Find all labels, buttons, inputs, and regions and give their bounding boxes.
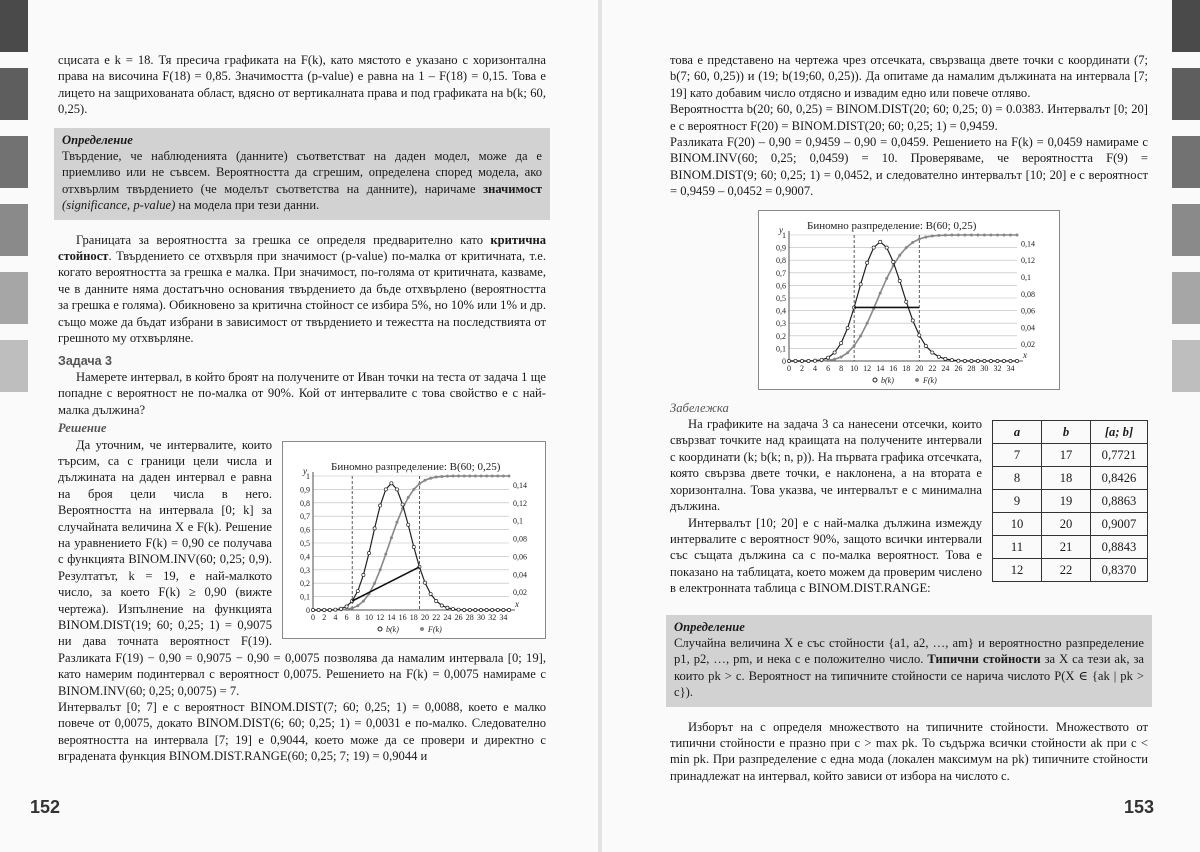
table-body: [993, 444, 1148, 582]
series-b-point: [1002, 359, 1005, 362]
series-b-point: [384, 487, 387, 490]
series-b-point: [440, 603, 443, 606]
series-b-point: [479, 608, 482, 611]
series-F-point: [457, 474, 460, 477]
definition-tail: на модела при тези данни.: [178, 198, 320, 213]
y-left-tick-label: 0,6: [300, 525, 310, 535]
x-tick-label: 16: [889, 363, 898, 373]
definition-box-typical: [666, 615, 1152, 707]
series-b-point: [362, 573, 365, 576]
page-number-right: 153: [1123, 797, 1154, 817]
table-cell: 0,9007: [1091, 513, 1148, 536]
table-row: [993, 467, 1148, 490]
series-b-point: [840, 341, 843, 344]
series-b-point: [463, 608, 466, 611]
interval-segment: [352, 566, 419, 600]
series-b-point: [1015, 359, 1018, 362]
series-F-point: [440, 474, 443, 477]
series-b-point: [970, 359, 973, 362]
series-F-point: [1002, 233, 1005, 236]
series-F-point: [937, 234, 940, 237]
definition-text: [62, 148, 542, 214]
chart-title: Биномно разпределение: B(60; 0,25): [807, 219, 977, 232]
series-b-point: [317, 608, 320, 611]
series-F-point: [496, 474, 499, 477]
definition-title: Определение: [62, 132, 133, 147]
x-tick-label: 10: [365, 612, 373, 622]
series-b-point: [794, 359, 797, 362]
table-row: [993, 513, 1148, 536]
x-tick-label: 2: [322, 612, 327, 622]
table-cell: 20: [1042, 513, 1091, 536]
y-left-tick-label: 0,6: [776, 281, 786, 291]
series-F-point: [463, 474, 466, 477]
solution-heading: Решение: [58, 421, 107, 436]
series-F-point: [924, 235, 927, 238]
series-b-point: [457, 608, 460, 611]
x-tick-label: 6: [826, 363, 831, 373]
definition-2-body: Случайна величина X е със стойности {a1, a2, …, am} и вероятностно разпределение p1, p2, …, pm, и нека c е положително число.: [674, 635, 1144, 667]
series-F-point: [905, 246, 908, 249]
table-cell: 17: [1042, 444, 1091, 467]
definition-body: Твърдение, че наблюденията (данните) съответстват на даден модел, може да е приемливо или не съвсем. Вероятността да сгрешим, определена според модела, ако отхвърлим твърдението (че моделът съответства на данните), наричаме: [62, 149, 542, 196]
series-F-point: [911, 241, 914, 244]
series-b-point: [356, 589, 359, 592]
series-b-point: [412, 545, 415, 548]
y-left-tick-label: 0,1: [776, 344, 786, 354]
interval-table-wrap: [992, 420, 1148, 582]
series-F-point: [931, 234, 934, 237]
y-left-tick-label: 0,9: [776, 243, 786, 253]
x-tick-label: 22: [432, 612, 441, 622]
y-right-tick-label: 0,14: [513, 480, 527, 490]
x-tick-label: 22: [928, 363, 937, 373]
x-tick-label: 24: [443, 612, 452, 622]
series-b-point: [950, 358, 953, 361]
y-left-tick-label: 0,8: [300, 498, 310, 508]
legend-b-label: b(k): [386, 624, 399, 634]
y-left-tick-label: 0,5: [300, 538, 310, 548]
legend-F-marker: [915, 378, 919, 382]
series-F-point: [418, 482, 421, 485]
series-F-point: [963, 233, 966, 236]
x-axis-label: x: [1023, 349, 1027, 360]
y-left-tick-label: 0,3: [776, 318, 786, 328]
y-left-tick-label: 0,3: [300, 565, 310, 575]
y-axis-label: y: [303, 465, 307, 476]
table-cell: 11: [993, 536, 1042, 559]
series-F-point: [491, 474, 494, 477]
series-b-point: [989, 359, 992, 362]
right-para-2: Вероятността b(20; 60, 0,25) = BINOM.DIST(20; 60; 0,25; 0) = 0.0383. Интервалът [0; 20] е с вероятност F(20) = BINOM.DIST(20; 60; 0,25; 1) = 0,9459.: [670, 102, 1148, 133]
series-F-point: [384, 552, 387, 555]
series-b-point: [996, 359, 999, 362]
series-F-point: [846, 351, 849, 354]
series-b-point: [429, 592, 432, 595]
y-right-tick-label: 0,08: [1021, 289, 1035, 299]
x-tick-label: 4: [333, 612, 338, 622]
table-header: a: [993, 421, 1042, 444]
series-F-point: [970, 233, 973, 236]
y-right-tick-label: 0,12: [1021, 255, 1035, 265]
series-F-point: [435, 475, 438, 478]
legend-b-marker: [378, 627, 382, 631]
table-cell: 9: [993, 490, 1042, 513]
x-tick-label: 10: [850, 363, 859, 373]
legend-F-label: F(k): [428, 624, 442, 634]
series-F-point: [983, 233, 986, 236]
x-tick-label: 4: [813, 363, 818, 373]
x-tick-label: 8: [839, 363, 844, 373]
x-tick-label: 14: [876, 363, 885, 373]
series-b-point: [367, 551, 370, 554]
series-b-point: [323, 608, 326, 611]
left-para-2: [58, 232, 546, 347]
chart-2: [758, 210, 1060, 390]
y-left-tick-label: 0,8: [776, 255, 786, 265]
series-F-point: [424, 478, 427, 481]
x-tick-label: 26: [454, 612, 463, 622]
table-header-row: [993, 421, 1148, 444]
x-tick-label: 26: [954, 363, 963, 373]
x-tick-label: 32: [488, 612, 497, 622]
series-F-point: [474, 474, 477, 477]
note-heading: Забележка: [670, 400, 729, 415]
chart-title: Биномно разпределение: B(60; 0,25): [331, 460, 501, 473]
series-F-point: [412, 487, 415, 490]
series-b-point: [491, 608, 494, 611]
y-right-tick-label: 0,04: [1021, 323, 1035, 333]
series-F-point: [407, 496, 410, 499]
series-F-point: [879, 291, 882, 294]
table-cell: 8: [993, 467, 1042, 490]
x-tick-label: 30: [477, 612, 485, 622]
series-F-point: [853, 344, 856, 347]
series-b-point: [924, 344, 927, 347]
y-left-tick-label: 0,9: [300, 484, 310, 494]
left-margin-tabs: [0, 0, 28, 408]
right-margin-tabs: [1172, 0, 1200, 408]
series-b-line: [789, 242, 1017, 361]
x-tick-label: 6: [344, 612, 349, 622]
x-axis-label: x: [515, 598, 519, 609]
interval-probability-table: [992, 420, 1148, 582]
para2-rest: . Твърдението се отхвърля при значимост (p-value) по-малка от критичната, т.е. когато вероятността за грешка е малка. При значимост, по-голяма от критичната, казваме, че в данните няма достатъчно основания твърдението да бъде отхвърлено (вероятността за грешка е голяма). Обикновено за критична стойност се избира 5%, но 10% или 1% и др. също може да бъдат избрани в зависимост от твърдението и тежестта на последствията от грешното му отхвърляне.: [58, 249, 546, 346]
series-F-point: [379, 568, 382, 571]
note-block: [670, 416, 1148, 596]
series-b-point: [407, 523, 410, 526]
series-b-point: [345, 604, 348, 607]
x-tick-label: 8: [355, 612, 360, 622]
table-row: [993, 490, 1148, 513]
series-b-point: [918, 333, 921, 336]
x-tick-label: 32: [993, 363, 1002, 373]
table-row: [993, 536, 1148, 559]
note-text-2: Интервалът [10; 20] е с най-малка дължина измежду интервалите с вероятност 90%, защото всички интервали със същата дължина са с по-малка вероятност. Това е показано на таблицата, което можем да проверим числено в електронната таблица с BINOM.DIST.RANGE:: [670, 515, 982, 596]
table-cell: 0,8843: [1091, 536, 1148, 559]
series-F-point: [950, 233, 953, 236]
series-b-point: [379, 503, 382, 506]
page-number-left: 152: [30, 797, 61, 817]
table-header: [a; b]: [1091, 421, 1148, 444]
solution-text: Да уточним, че интервалите, които търсим, са с граници цели числа и дължината на даден интервал е равна на броя цели числа в него. Вероятността на интервала [0; k] за случайната величина X е F(k). Решение на уравнението F(k) = 0,90 се получава с функцията BINOM.INV(60; 0,25; 0,9). Резултатът, k = 19, е най-малкото число, за което F(k) ≥ 0,90 (вижте чертежа). Изпълнение на функцията BINOM.DIST(19; 60; 0,25; 1) = 0,9075 ни дава точната вероятност F(19). Разликата F(19) − 0,90 = 0,9075 − 0,90 = 0,0075 позволява да намалим интервала [0; 19], като намерим подинтервал с вероятност 0,0075. Решението на F(k) = 0,0075 намираме с BINOM.INV(60; 0,25; 0,0075) = 7.: [58, 437, 546, 698]
series-F-point: [1009, 233, 1012, 236]
series-F-point: [866, 321, 869, 324]
y-right-tick-label: 0,02: [513, 587, 527, 597]
series-b-point: [390, 481, 393, 484]
series-b-point: [507, 608, 510, 611]
y-left-tick-label: 0,4: [776, 306, 786, 316]
table-cell: 19: [1042, 490, 1091, 513]
series-b-point: [872, 246, 875, 249]
task-text: Намерете интервал, в който броят на получените от Иван точки на теста от задача 1 ще попадне с вероятност не по-малка от 90%. Кой от интервалите с това свойство е с най-малка дължина?: [58, 369, 546, 417]
note-text: На графиките на задача 3 са нанесени отсечки, които свързват точките над краищата на получените интервали с координати (k; b(k; n, p)). На първата графика отсечката, която свързва двете точки, е наклонена, а на втората е хоризонтална. Това указва, че интервалът е с минимална дължина.: [670, 417, 982, 514]
series-b-point: [892, 260, 895, 263]
x-tick-label: 18: [902, 363, 911, 373]
y-left-tick-label: 0,2: [776, 331, 786, 341]
series-b-point: [957, 359, 960, 362]
series-b-point: [807, 359, 810, 362]
right-para-3: Разликата F(20) – 0,90 = 0,9459 – 0,90 = 0,0459. Решението на F(k) = 0,0459 намираме с BINOM.INV(60; 0,25; 0,0459) = 10. Проверяваме, че вероятността F(9) = BINOM.DIST(9; 60; 0,25; 1) = 0,0452, и следователно интервалът [10; 20] е с вероятност = 0,9459 – 0,0452 = 0,9007.: [670, 135, 1148, 199]
definition-title-2: Определение: [674, 619, 745, 634]
table-cell: 18: [1042, 467, 1091, 490]
y-right-tick-label: 0,06: [513, 551, 527, 561]
table-cell: 22: [1042, 559, 1091, 582]
table-cell: 7: [993, 444, 1042, 467]
y-right-tick-label: 0,12: [513, 498, 527, 508]
x-tick-label: 28: [967, 363, 976, 373]
y-left-tick-label: 0: [306, 605, 310, 615]
x-tick-label: 0: [311, 612, 315, 622]
series-F-point: [859, 334, 862, 337]
legend-b-label: b(k): [881, 375, 894, 385]
series-F-point: [396, 520, 399, 523]
definition-2-tail: за X са тези ak, за които pk > c. Вероятност на типичните стойности се нарича числото P(X ∈ {ak | pk > c}).: [674, 652, 1145, 700]
series-F-point: [840, 355, 843, 358]
left-final-para: Интервалът [0; 7] е с вероятност BINOM.DIST(7; 60; 0,25; 1) = 0,0088, което е малко повече от 0,0075, докато BINOM.DIST(6; 60; 0,25; 1) = 0,0031 е по-малко. Следователно вероятността на интервала [7; 19] е 0,9044, което може да се провери и директно с вградената функция BINOM.DIST.RANGE(60; 0,25; 7; 19) = 0,9044 и: [58, 700, 546, 764]
series-b-point: [885, 246, 888, 249]
series-F-point: [429, 476, 432, 479]
y-left-tick-label: 0,1: [300, 592, 310, 602]
series-b-point: [846, 326, 849, 329]
table-row: [993, 444, 1148, 467]
y-left-tick-label: 0,7: [776, 268, 786, 278]
x-tick-label: 34: [499, 612, 508, 622]
series-b-point: [879, 240, 882, 243]
series-b-point: [963, 359, 966, 362]
x-tick-label: 0: [787, 363, 791, 373]
table-header: b: [1042, 421, 1091, 444]
y-right-tick-label: 0,02: [1021, 339, 1035, 349]
x-tick-label: 2: [800, 363, 805, 373]
definition-text-2: [674, 635, 1144, 701]
series-b-point: [401, 502, 404, 505]
series-b-point: [944, 357, 947, 360]
series-F-point: [898, 253, 901, 256]
series-F-point: [976, 233, 979, 236]
series-b-point: [976, 359, 979, 362]
series-F-point: [356, 604, 359, 607]
definition-box-significance: [54, 128, 550, 220]
series-b-point: [496, 608, 499, 611]
y-right-tick-label: 0,1: [513, 516, 523, 526]
x-tick-label: 30: [980, 363, 989, 373]
series-F-point: [996, 233, 999, 236]
x-tick-label: 12: [376, 612, 385, 622]
task-heading: Задача 3: [58, 353, 112, 368]
series-b-point: [905, 300, 908, 303]
series-b-point: [983, 359, 986, 362]
series-F-point: [480, 474, 483, 477]
y-left-tick-label: 0: [782, 356, 786, 366]
definition-term: значимост: [483, 181, 543, 196]
series-b-point: [468, 608, 471, 611]
y-right-tick-label: 0,1: [1021, 272, 1031, 282]
series-F-point: [452, 474, 455, 477]
y-right-tick-label: 0,08: [513, 534, 527, 544]
series-b-point: [311, 608, 314, 611]
series-b-point: [334, 608, 337, 611]
left-page-content: [58, 52, 546, 765]
series-F-point: [485, 474, 488, 477]
right-para-1: това е представено на чертежа чрез отсечката, свързваща двете точки с координати (7; b(7; 60, 0,25)) и (19; b(19;60, 0,25)). Да опитаме да намалим дължината на интервала [7; 19] като добавим число отдясно и извадим едно или повече отляво.: [670, 53, 1148, 100]
series-F-point: [390, 536, 393, 539]
left-page: [0, 0, 598, 852]
right-page-content: [670, 52, 1148, 784]
y-axis-label: y: [779, 224, 783, 235]
x-tick-label: 16: [398, 612, 407, 622]
left-para-1: сцисата е k = 18. Тя пресича графиката на F(k), като мястото е указано с хоризонтална права на височина F(18) = 0,85. Значимостта (p-value) е равна на 1 – F(18) = 0,15. Това е лицето на защрихованата област, вдясно от вертикалната права и под графиката на b(k; 60, 0,25).: [58, 53, 546, 117]
x-tick-label: 12: [863, 363, 872, 373]
series-b-point: [898, 279, 901, 282]
series-b-point: [451, 607, 454, 610]
series-b-point: [502, 608, 505, 611]
series-b-point: [826, 356, 829, 359]
legend-F-marker: [420, 627, 424, 631]
series-F-point: [362, 599, 365, 602]
series-b-point: [328, 608, 331, 611]
series-b-point: [813, 359, 816, 362]
legend-b-marker: [873, 378, 877, 382]
y-left-tick-label: 0,2: [300, 578, 310, 588]
series-F-point: [1016, 233, 1019, 236]
y-right-tick-label: 0,04: [513, 569, 527, 579]
series-F-point: [446, 474, 449, 477]
series-b-point: [1009, 359, 1012, 362]
series-b-line: [313, 483, 509, 610]
series-F-point: [957, 233, 960, 236]
series-b-point: [373, 526, 376, 529]
y-left-tick-label: 1: [782, 230, 786, 240]
table-row: [993, 559, 1148, 582]
y-left-tick-label: 0,4: [300, 551, 310, 561]
table-cell: 0,8370: [1091, 559, 1148, 582]
series-b-point: [435, 599, 438, 602]
y-right-tick-label: 0,14: [1021, 239, 1035, 249]
y-left-tick-label: 0,5: [776, 293, 786, 303]
series-b-point: [820, 358, 823, 361]
series-b-point: [833, 351, 836, 354]
series-b-point: [937, 355, 940, 358]
series-F-point: [468, 474, 471, 477]
chart-1-svg: [283, 442, 545, 638]
closing-para: Изборът на c определя множеството на типичните стойности. Множеството от типични стойности е празно при c > max pk. То съдържа всички стойности ak при c < min pk. При разпределение с една мода (локален максимум на pk) типичните стойности принадлежат на интервал, който зависи от избора на числото c.: [670, 719, 1148, 783]
chart-1: [282, 441, 546, 639]
series-F-point: [373, 581, 376, 584]
table-cell: 0,8426: [1091, 467, 1148, 490]
series-b-point: [800, 359, 803, 362]
legend-F-label: F(k): [923, 375, 937, 385]
para2-start: Границата за вероятността за грешка се определя предварително като: [76, 232, 483, 247]
table-cell: 21: [1042, 536, 1091, 559]
definition-2-term: Типични стойности: [927, 652, 1041, 667]
solution-block: [58, 437, 546, 700]
series-b-point: [474, 608, 477, 611]
x-tick-label: 34: [1006, 363, 1015, 373]
series-b-point: [866, 261, 869, 264]
critical-value-term: критична стойност: [58, 232, 547, 264]
series-b-point: [485, 608, 488, 611]
table-cell: 0,7721: [1091, 444, 1148, 467]
table-cell: 12: [993, 559, 1042, 582]
series-b-point: [423, 581, 426, 584]
series-F-point: [885, 277, 888, 280]
series-b-point: [446, 606, 449, 609]
x-tick-label: 20: [421, 612, 429, 622]
series-F-point: [944, 233, 947, 236]
series-F-point: [351, 606, 354, 609]
series-F-point: [508, 474, 511, 477]
series-b-point: [339, 607, 342, 610]
series-b-point: [931, 351, 934, 354]
definition-term-en: (significance, p-value): [62, 198, 176, 213]
x-tick-label: 24: [941, 363, 950, 373]
x-tick-label: 20: [915, 363, 924, 373]
series-b-point: [787, 359, 790, 362]
x-tick-label: 28: [465, 612, 474, 622]
series-b-point: [859, 282, 862, 285]
y-left-tick-label: 1: [306, 471, 310, 481]
x-tick-label: 18: [409, 612, 418, 622]
series-F-point: [918, 237, 921, 240]
series-b-point: [395, 487, 398, 490]
y-right-tick-label: 0,06: [1021, 306, 1035, 316]
table-cell: 0,8863: [1091, 490, 1148, 513]
x-tick-label: 14: [387, 612, 396, 622]
y-left-tick-label: 0,7: [300, 511, 310, 521]
series-F-point: [502, 474, 505, 477]
series-b-point: [911, 319, 914, 322]
series-F-point: [989, 233, 992, 236]
chart-2-svg: [759, 211, 1059, 389]
series-F-point: [833, 357, 836, 360]
table-cell: 10: [993, 513, 1042, 536]
